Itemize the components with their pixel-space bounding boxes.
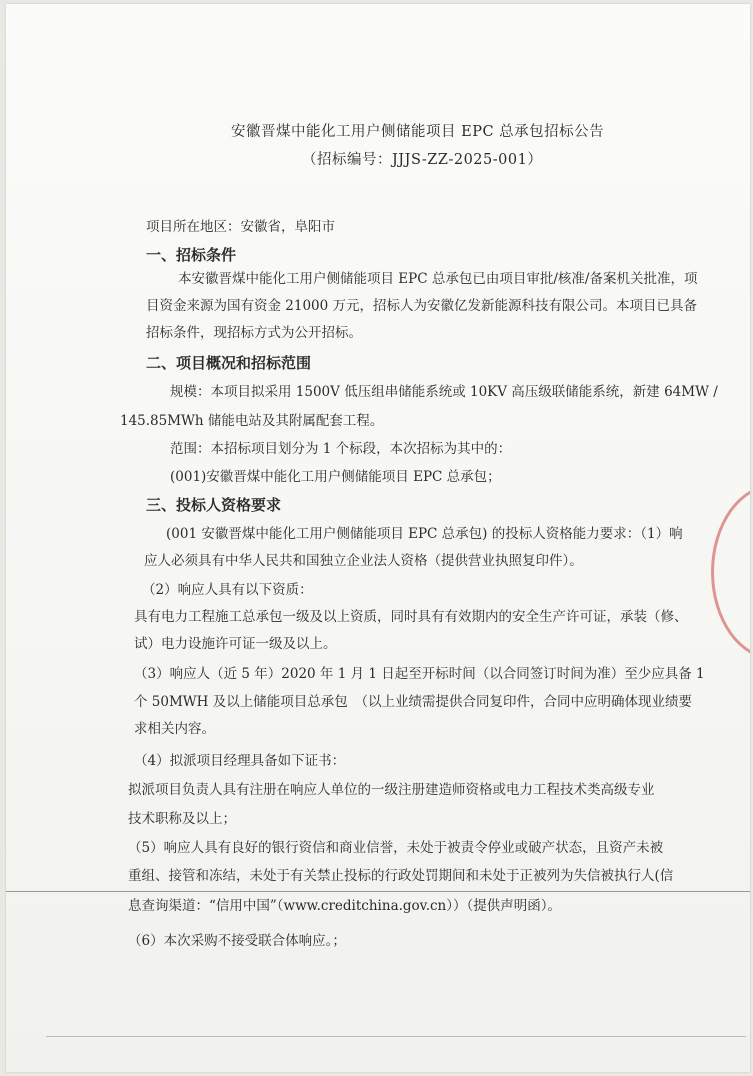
section-heading-bidder-qualifications: 三、投标人资格要求: [146, 496, 282, 514]
paper-fold-line: [46, 1036, 746, 1037]
document-page: [6, 4, 750, 1072]
paragraph-line: 拟派项目负责人具有注册在响应人单位的一级注册建造师资格或电力工程技术类高级专业: [128, 782, 655, 798]
paragraph-line: 本安徽晋煤中能化工用户侧储能项目 EPC 总承包已由项目审批/核准/备案机关批准，项: [178, 271, 698, 287]
paragraph-line: 规模：本项目拟采用 1500V 低压组串储能系统或 10KV 高压级联储能系统，新建 64MW /: [170, 384, 718, 400]
paragraph-line: 求相关内容。: [134, 721, 215, 737]
section-heading-project-overview: 二、项目概况和招标范围: [146, 354, 312, 372]
paragraph-line: 息查询渠道：“信用中国”（www.creditchina.gov.cn））（提供声明函）。: [128, 898, 561, 914]
paragraph-line: 重组、接管和冻结，未处于有关禁止投标的行政处罚期间和未处于正被列为失信被执行人(信: [128, 868, 674, 884]
paragraph-line: 目资金来源为国有资金 21000 万元，招标人为安徽亿发新能源科技有限公司。本项目已具备: [146, 298, 698, 314]
paragraph-line: （5）响应人具有良好的银行资信和商业信誉，未处于被责令停业或破产状态，且资产未被: [128, 840, 664, 856]
paragraph-line: （4）拟派项目经理具备如下证书：: [134, 753, 346, 769]
paragraph-line: 试）电力设施许可证一级及以上。: [134, 636, 337, 652]
paragraph-line: (001 安徽晋煤中能化工用户侧储能项目 EPC 总承包) 的投标人资格能力要求：（1）响: [166, 526, 683, 542]
paragraph-line: 具有电力工程施工总承包一级及以上资质，同时具有有效期内的安全生产许可证，承装（修、: [134, 609, 688, 625]
paragraph-line: 招标条件，现招标方式为公开招标。: [146, 325, 362, 341]
paragraph-line: 个 50MWH 及以上储能项目总承包 （以上业绩需提供合同复印件，合同中应明确体现业绩要: [134, 694, 692, 710]
project-location: 项目所在地区：安徽省，阜阳市: [146, 219, 335, 235]
paragraph-line: 范围：本招标项目划分为 1 个标段，本次招标为其中的：: [170, 441, 512, 457]
paragraph-line: （2）响应人具有以下资质：: [142, 582, 313, 598]
paragraph-line: （3）响应人（近 5 年）2020 年 1 月 1 日起至开标时间（以合同签订时间为准）至少应具备 1: [134, 666, 705, 682]
section-heading-tender-conditions: 一、招标条件: [146, 246, 237, 264]
paragraph-line: 145.85MWh 储能电站及其附属配套工程。: [120, 413, 384, 429]
paragraph-line: (001)安徽晋煤中能化工用户侧储能项目 EPC 总承包；: [170, 469, 501, 485]
paper-fold-line: [6, 891, 750, 892]
tender-number: （招标编号：JJJS-ZZ-2025-001）: [302, 152, 543, 168]
paragraph-line: 技术职称及以上；: [128, 811, 236, 827]
red-seal-stamp: [711, 484, 750, 660]
paragraph-line: 应人必须具有中华人民共和国独立企业法人资格（提供营业执照复印件）。: [144, 553, 583, 569]
document-title: 安徽晋煤中能化工用户侧储能项目 EPC 总承包招标公告: [231, 124, 605, 140]
paragraph-line: （6）本次采购不接受联合体响应。；: [128, 933, 346, 949]
